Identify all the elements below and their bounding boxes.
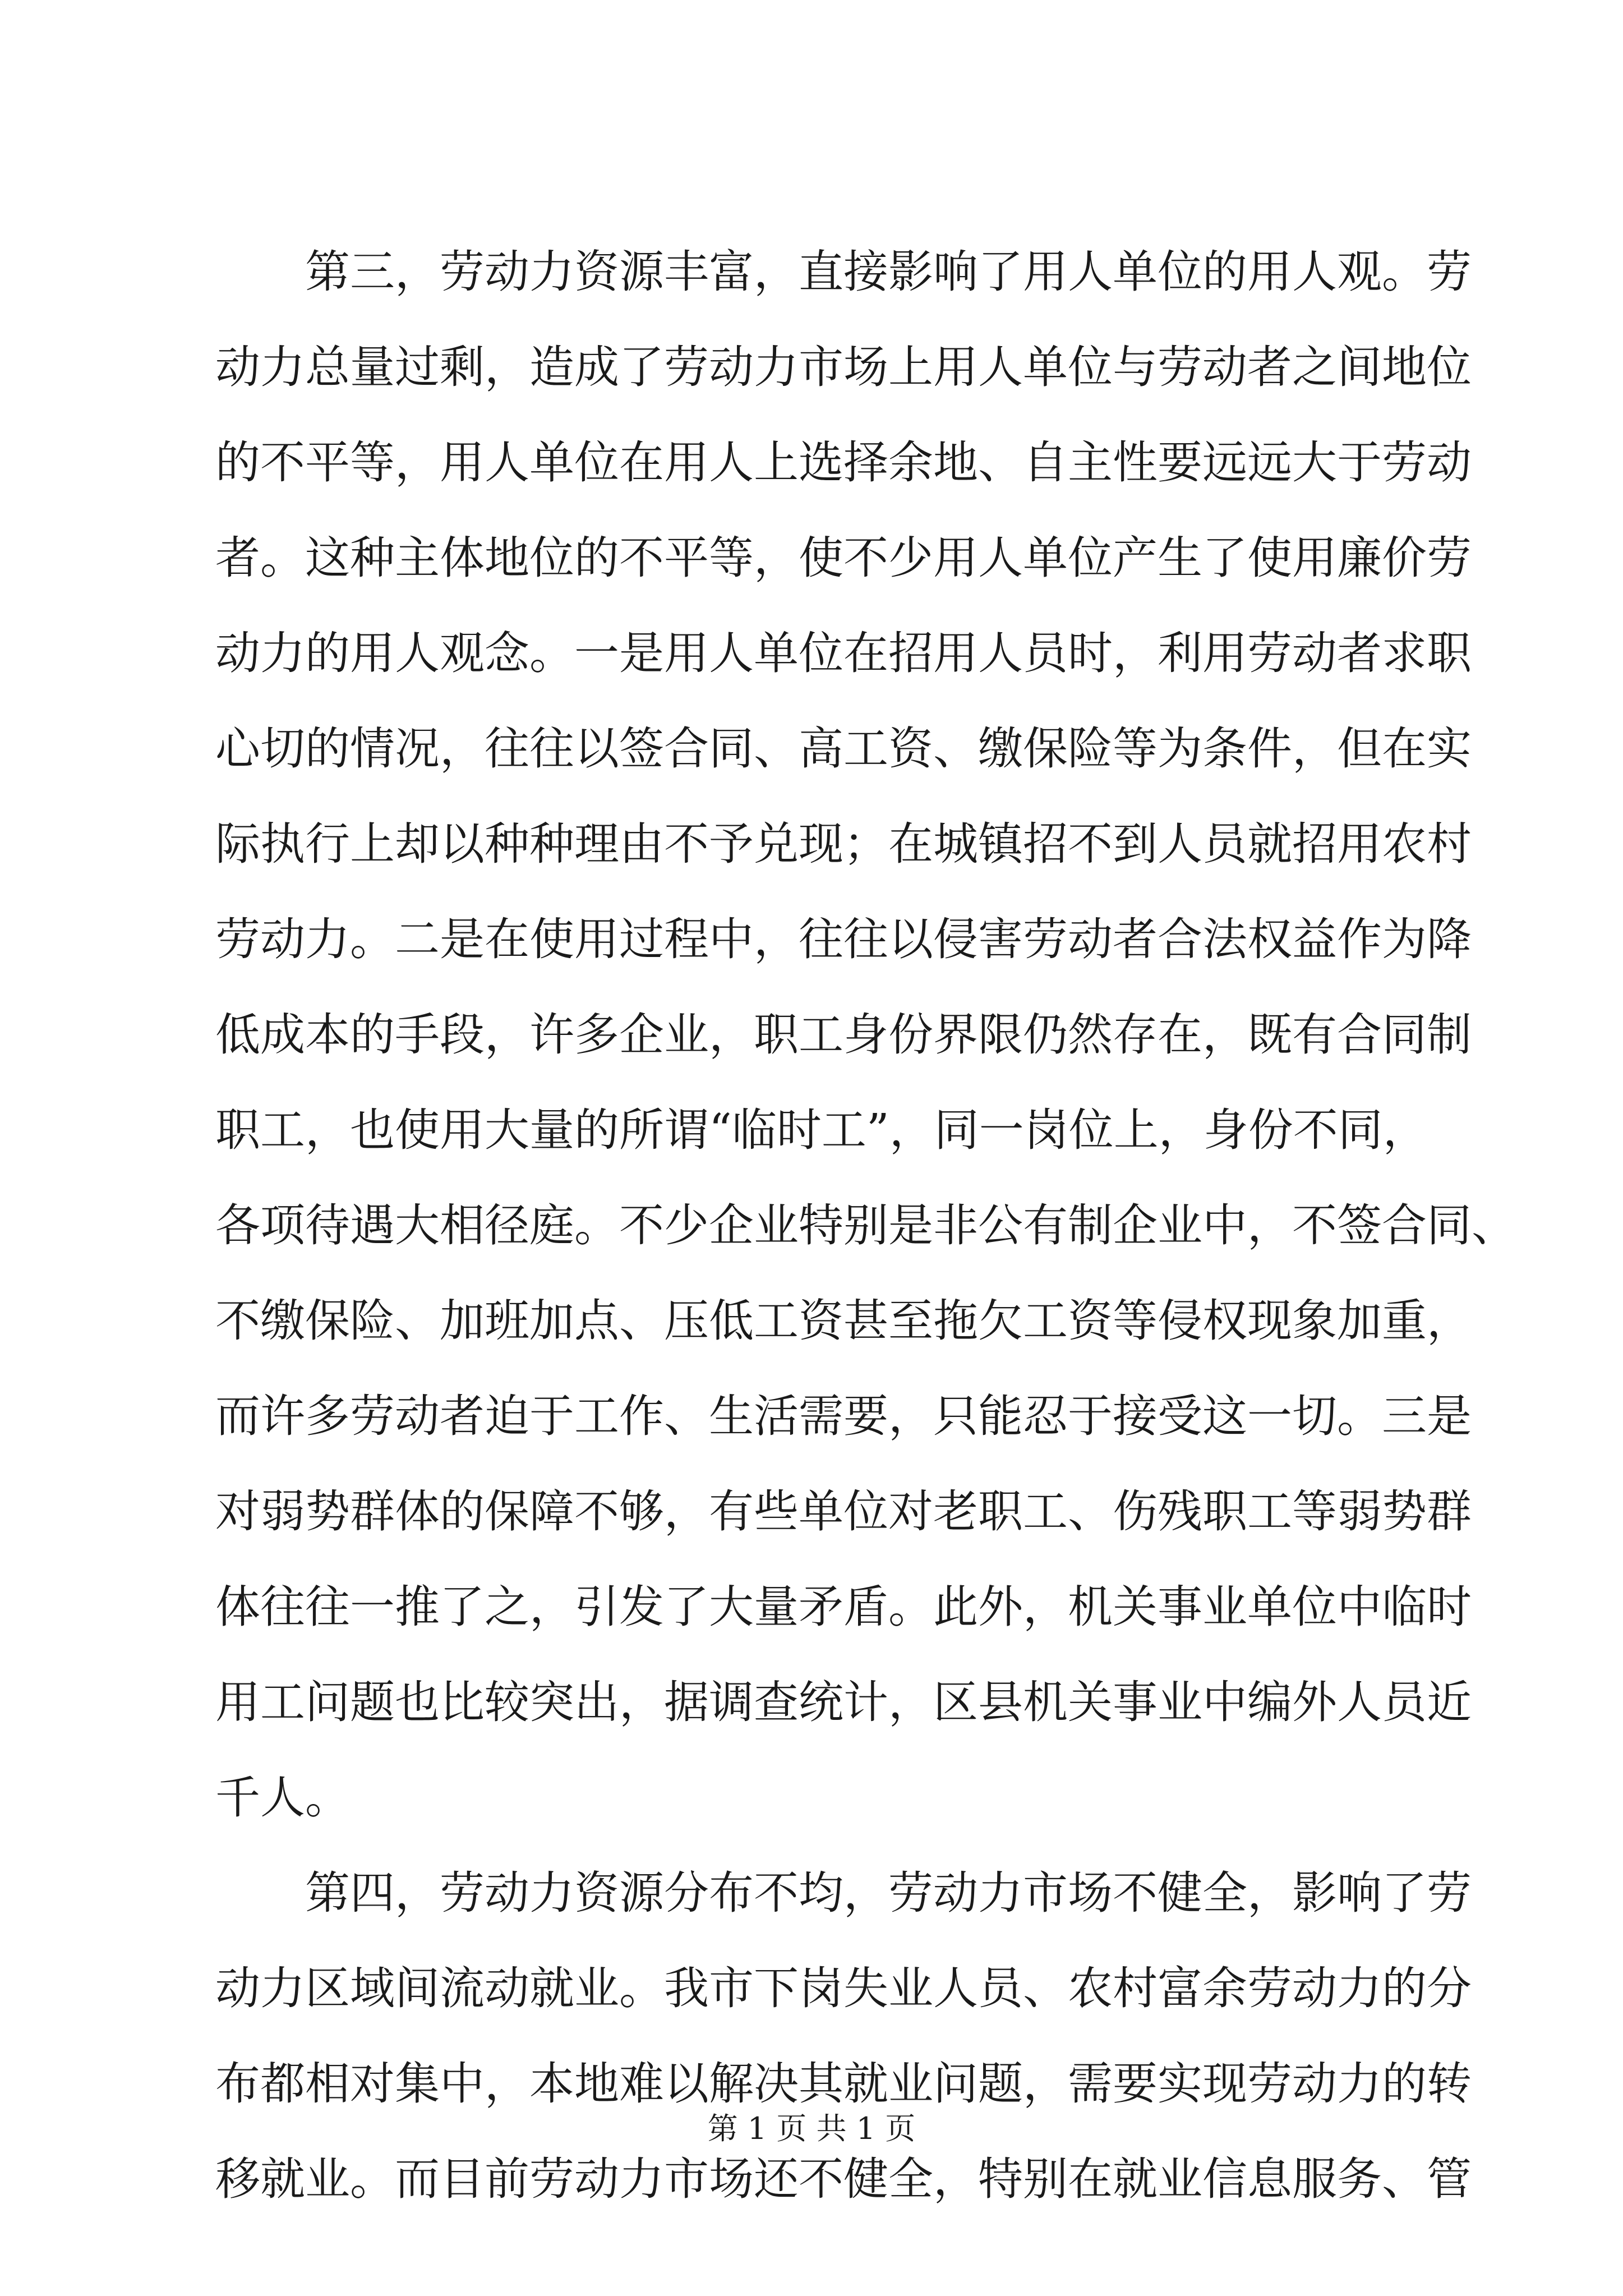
text-line: 布都相对集中，本地难以解决其就业问题，需要实现劳动力的转 [215,2058,1472,2110]
page-footer [0,2106,1623,2151]
text-line: 心切的情况，往往以签合同、高工资、缴保险等为条件，但在实 [215,723,1472,775]
text-line: 低成本的手段，许多企业，职工身份界限仍然存在，既有合同制 [215,1009,1472,1061]
document-body [215,224,1516,2227]
text-line: 移就业。而目前劳动力市场还不健全，特别在就业信息服务、管 [215,2153,1472,2205]
text-line: 而许多劳动者迫于工作、生活需要，只能忍于接受这一切。三是 [215,1390,1472,1442]
page-number-label: 第 1 页 共 1 页 [707,2111,916,2146]
text-line: 第三，劳动力资源丰富，直接影响了用人单位的用人观。劳 [305,246,1472,298]
text-line: 动力的用人观念。一是用人单位在招用人员时，利用劳动者求职 [215,627,1472,679]
text-line: 体往往一推了之，引发了大量矛盾。此外，机关事业单位中临时 [215,1581,1472,1633]
text-line: 对弱势群体的保障不够，有些单位对老职工、伤残职工等弱势群 [215,1485,1472,1538]
text-line: 各项待遇大相径庭。不少企业特别是非公有制企业中，不签合同、 [215,1199,1516,1251]
text-line: 者。这种主体地位的不平等，使不少用人单位产生了使用廉价劳 [215,532,1472,584]
text-line: 职工，也使用大量的所谓“临时工”，同一岗位上，身份不同， [215,1104,1428,1156]
text-line: 际执行上却以种种理由不予兑现；在城镇招不到人员就招用农村 [215,818,1472,870]
paragraph-1 [215,224,1516,1846]
text-line: 用工问题也比较突出，据调查统计，区县机关事业中编外人员近 [215,1676,1472,1728]
text-line: 千人。 [215,1772,350,1824]
text-line: 第四，劳动力资源分布不均，劳动力市场不健全，影响了劳 [305,1867,1472,1919]
text-line: 的不平等，用人单位在用人上选择余地、自主性要远远大于劳动 [215,436,1472,489]
paragraph-2 [215,1846,1472,2227]
text-line: 劳动力。二是在使用过程中，往往以侵害劳动者合法权益作为降 [215,913,1472,965]
text-line: 动力区域间流动就业。我市下岗失业人员、农村富余劳动力的分 [215,1962,1472,2014]
text-line: 不缴保险、加班加点、压低工资甚至拖欠工资等侵权现象加重， [215,1295,1472,1347]
text-line: 动力总量过剩，造成了劳动力市场上用人单位与劳动者之间地位 [215,341,1472,393]
